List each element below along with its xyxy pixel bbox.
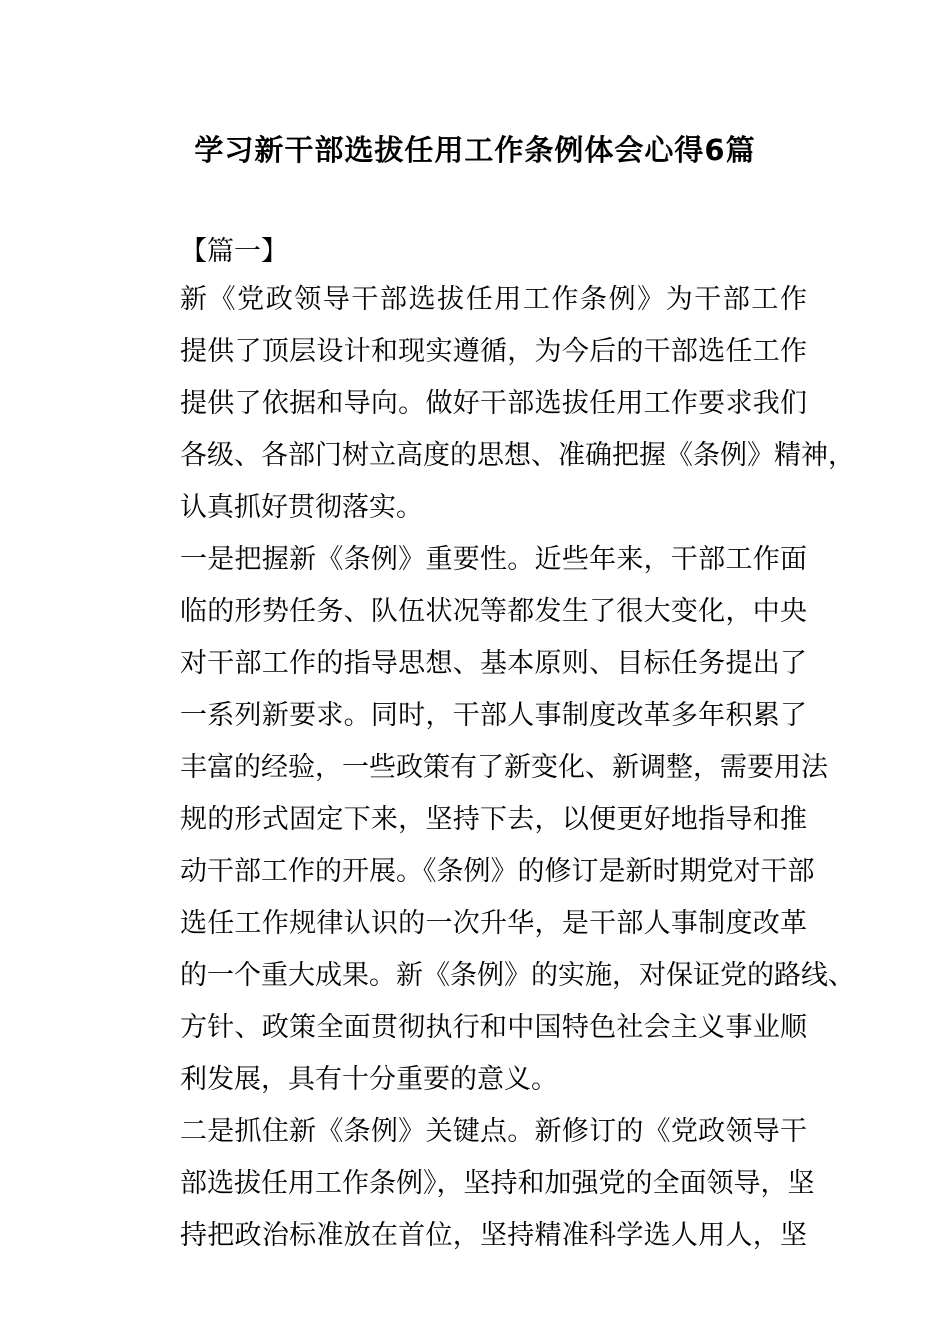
text-line: 临的形势任务、队伍状况等都发生了很大变化，中央: [180, 596, 807, 627]
paragraph-3: [147, 1106, 815, 1262]
text-line: 持把政治标准放在首位，坚持精准科学选人用人，坚: [180, 1220, 807, 1251]
text-line: 二是抓住新《条例》关键点。新修订的《党政领导干: [180, 1116, 807, 1147]
document-body: [147, 274, 855, 1262]
text-line: 对干部工作的指导思想、基本原则、目标任务提出了: [180, 648, 807, 679]
text-line: 新《党政领导干部选拔任用工作条例》为干部工作: [180, 284, 807, 315]
text-line: 的一个重大成果。新《条例》的实施，对保证党的路线、: [180, 960, 855, 991]
text-line: 丰富的经验，一些政策有了新变化、新调整，需要用法: [180, 752, 828, 783]
text-line: 提供了依据和导向。做好干部选拔任用工作要求我们: [180, 388, 807, 419]
text-line: 认真抓好贯彻落实。: [180, 492, 423, 523]
text-line: 提供了顶层设计和现实遵循，为今后的干部选任工作: [180, 336, 807, 367]
text-line: 方针、政策全面贯彻执行和中国特色社会主义事业顺: [180, 1012, 807, 1043]
text-line: 一系列新要求。同时，干部人事制度改革多年积累了: [180, 700, 807, 731]
text-line: 各级、各部门树立高度的思想、准确把握《条例》精神，: [180, 440, 855, 471]
document-title: 学习新干部选拔任用工作条例体会心得6篇: [194, 133, 756, 167]
section-heading: 【篇一】: [180, 236, 288, 267]
text-line: 部选拔任用工作条例》，坚持和加强党的全面领导，坚: [180, 1168, 815, 1199]
text-line: 动干部工作的开展。《条例》的修订是新时期党对干部: [180, 856, 815, 887]
text-line: 利发展，具有十分重要的意义。: [180, 1064, 558, 1095]
text-line: 一是把握新《条例》重要性。近些年来，干部工作面: [180, 544, 807, 575]
text-line: 选任工作规律认识的一次升华，是干部人事制度改革: [180, 908, 807, 939]
paragraph-1: [147, 274, 855, 534]
paragraph-2: [147, 534, 855, 1106]
text-line: 规的形式固定下来，坚持下去，以便更好地指导和推: [180, 804, 807, 835]
